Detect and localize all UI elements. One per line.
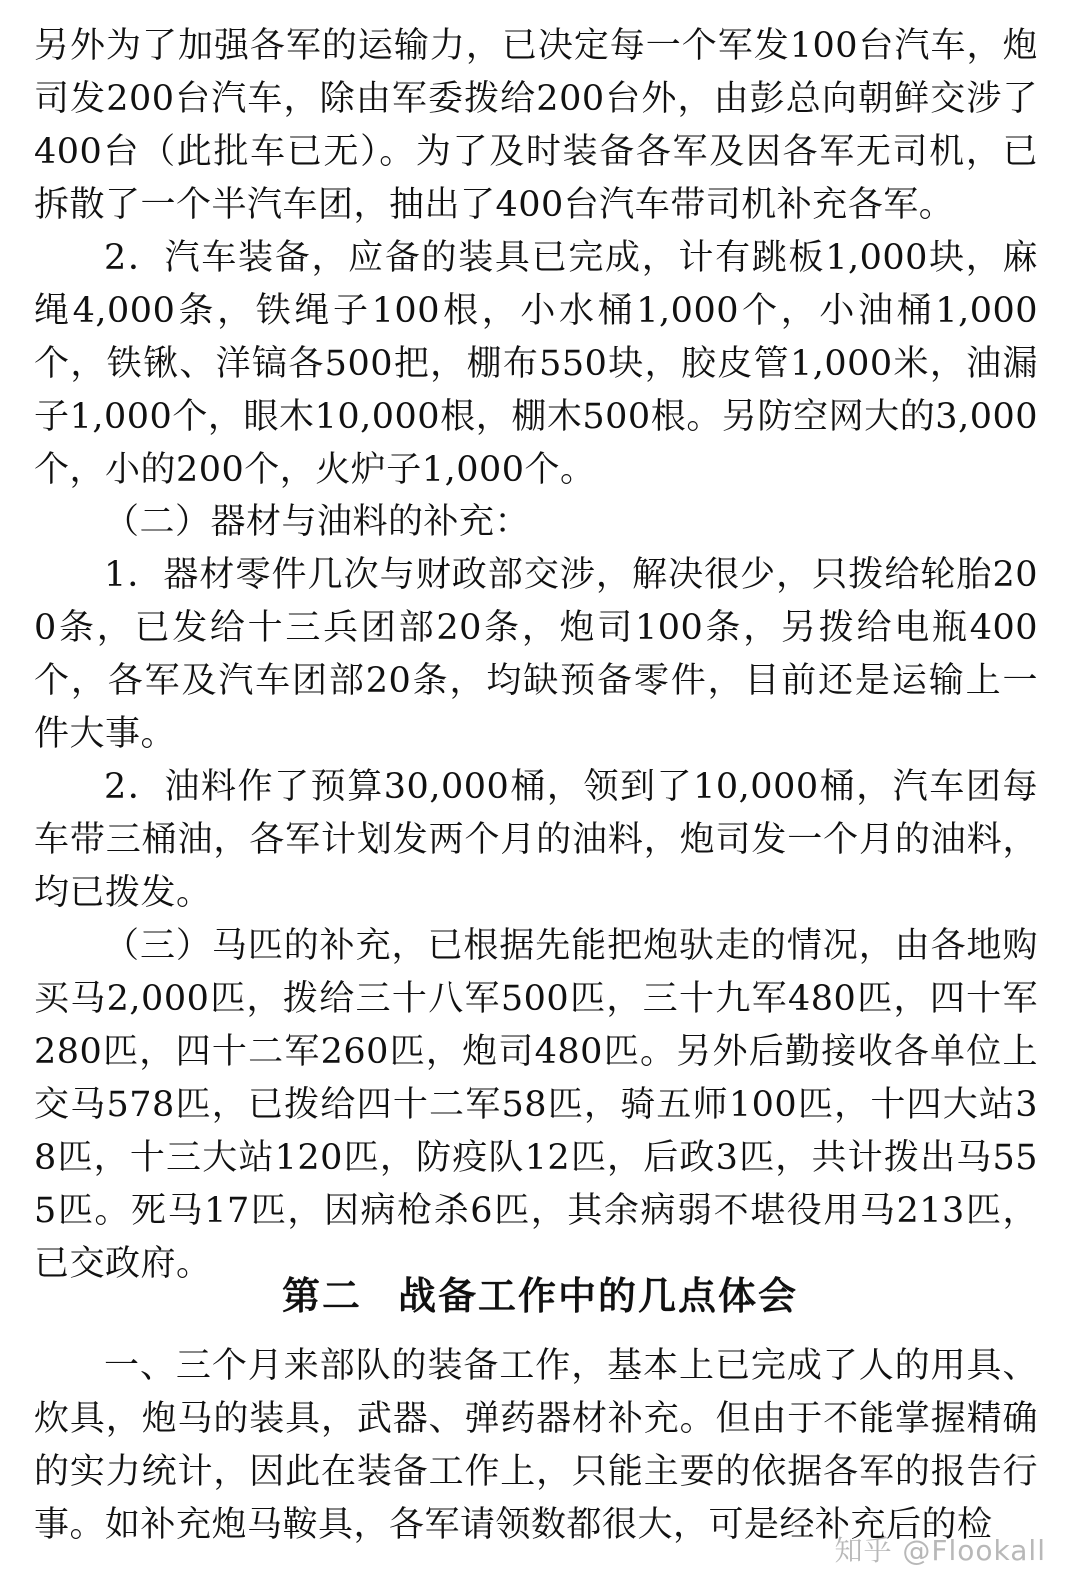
paragraph-section-two-title: （二）器材与油料的补充：	[104, 502, 531, 542]
paragraph-transport: 另外为了加强各军的运输力，已决定每一个军发100台汽车，炮司发200台汽车，除由军委拨给200台外，由彭总向朝鲜交涉了400台（此批车已无）。为了及时装备各军及因各军无司机，已拆散了一个半汽车团，抽出了400台汽车带司机补充各军。	[34, 26, 1038, 225]
section-heading	[0, 1266, 1080, 1326]
paragraph-horses: （三）马匹的补充，已根据先能把炮驮走的情况，由各地购买马2,000匹，拨给三十八军500匹，三十九军480匹，四十军280匹，四十二军260匹，炮司480匹。另外后勤接收各单位上交马578匹，已拨给四十二军58匹，骑五师100匹，十四大站38匹，十三大站120匹，防疫队12匹，后政3匹，共计拨出马555匹。死马17匹，因病枪杀6匹，其余病弱不堪役用马213匹，已交政府。	[34, 926, 1038, 1284]
paragraph-experience: 一、三个月来部队的装备工作，基本上已完成了人的用具、炊具，炮马的装具，武器、弹药器材补充。但由于不能掌握精确的实力统计，因此在装备工作上，只能主要的依据各军的报告行事。如补充炮马鞍具，各军请领数都很大，可是经补充后的检	[34, 1346, 1038, 1545]
paragraph-parts: 1．器材零件几次与财政部交涉，解决很少，只拨给轮胎200条，已发给十三兵团部20条，炮司100条，另拨给电瓶400个，各军及汽车团部20条，均缺预备零件，目前还是运输上一件大事。	[34, 555, 1038, 754]
paragraph-fuel: 2．油料作了预算30,000桶，领到了10,000桶，汽车团每车带三桶油，各军计划发两个月的油料，炮司发一个月的油料，均已拨发。	[34, 767, 1038, 913]
heading-number: 第二	[281, 1274, 362, 1318]
watermark: 知乎 @Flookall	[834, 1534, 1046, 1567]
paragraph-vehicle-equipment: 2．汽车装备，应备的装具已完成，计有跳板1,000块，麻绳4,000条，铁绳子100根，小水桶1,000个，小油桶1,000个，铁锹、洋镐各500把，棚布550块，胶皮管1,000米，油漏子1,000个，眼木10,000根，棚木500根。另防空网大的3,000个，小的200个，火炉子1,000个。	[34, 238, 1038, 490]
heading-title: 战备工作中的几点体会	[398, 1274, 799, 1318]
